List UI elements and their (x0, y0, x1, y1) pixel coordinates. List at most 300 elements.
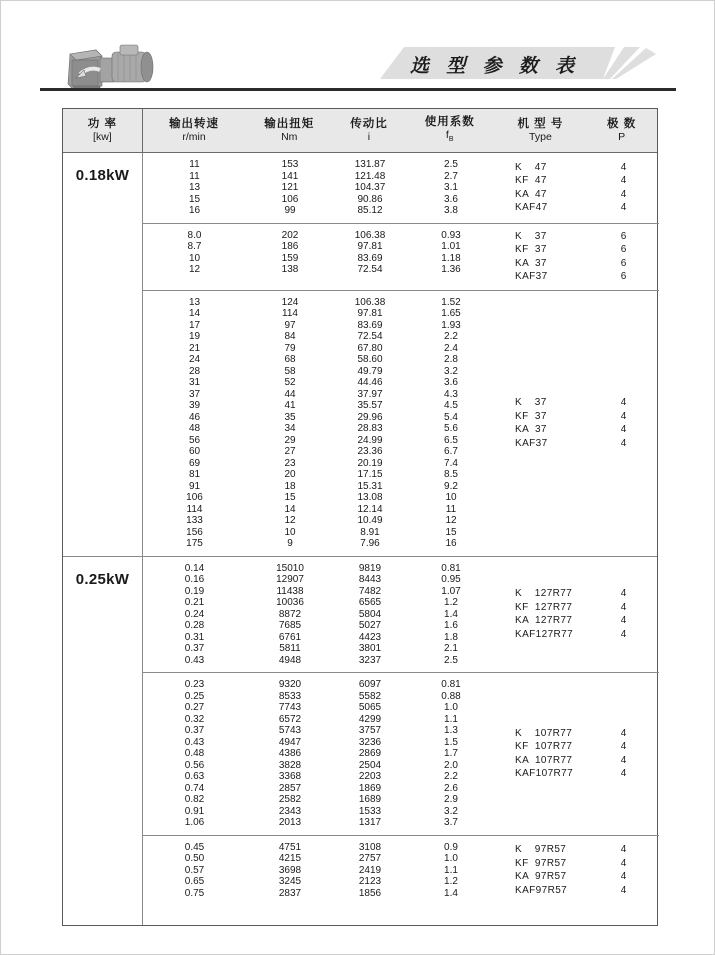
value-cell: 18 (284, 480, 296, 492)
value-cell: 11 (189, 170, 200, 182)
model-type-cell: KAF107R77 (515, 768, 574, 780)
value-cell: 9819 (358, 562, 382, 574)
value-cell: 0.88 (441, 690, 461, 702)
value-cell: 1689 (358, 794, 382, 805)
model-type-cell: KAF47 (515, 202, 548, 214)
value-cell: 2757 (358, 853, 382, 864)
service-factor-column (406, 563, 496, 667)
value-cell: 14 (284, 503, 296, 515)
speed-column (143, 230, 246, 284)
value-cell: 1.18 (441, 252, 461, 264)
value-cell: 2857 (278, 782, 302, 794)
value-cell: 7.4 (444, 457, 458, 469)
value-cell: 1.2 (444, 876, 458, 887)
value-cell: 133 (186, 515, 203, 526)
value-cell: 2419 (358, 864, 382, 876)
model-type-cell: KF 107R77 (515, 741, 573, 753)
value-cell: 3.6 (444, 377, 458, 388)
value-cell: 15.31 (357, 480, 383, 492)
table-section (143, 557, 659, 674)
speed-column (143, 679, 246, 829)
page-title-band (372, 44, 662, 82)
value-cell: 1.0 (444, 853, 458, 864)
poles-cell: 4 (620, 397, 627, 408)
value-cell: 49.79 (357, 365, 383, 377)
value-cell: 0.50 (184, 853, 205, 864)
value-cell: 0.82 (184, 794, 205, 805)
header-output-speed: 输出转速 r/min (169, 118, 220, 143)
value-cell: 24.99 (357, 434, 383, 446)
value-cell: 124 (281, 296, 299, 308)
table-section (143, 836, 659, 926)
value-cell: 1.0 (444, 702, 458, 713)
value-cell: 68 (284, 354, 296, 365)
value-cell: 11438 (276, 585, 304, 597)
service-factor-column (406, 159, 496, 217)
header-poles: 极 数 P (607, 118, 637, 143)
value-cell: 2582 (278, 794, 302, 805)
value-cell: 24 (188, 354, 201, 365)
value-cell: 8.0 (187, 229, 202, 241)
value-cell: 3.8 (444, 205, 458, 216)
model-type-cell: KF 37 (515, 410, 547, 422)
value-cell: 4.3 (444, 388, 458, 400)
value-cell: 0.95 (441, 574, 461, 585)
model-type-column (496, 679, 588, 829)
value-cell: 186 (281, 241, 299, 252)
value-cell: 0.19 (184, 585, 205, 597)
value-cell: 4215 (278, 853, 302, 864)
value-cell: 0.14 (184, 562, 205, 574)
model-type-cell: K 37 (515, 397, 547, 408)
poles-cell: 4 (620, 410, 627, 422)
torque-column (246, 159, 334, 217)
value-cell: 2343 (278, 805, 302, 817)
value-cell: 1.2 (444, 597, 458, 608)
poles-cell: 4 (620, 601, 627, 613)
model-type-cell: KA 37 (515, 424, 547, 435)
value-cell: 6761 (278, 631, 302, 643)
value-cell: 6.7 (444, 446, 458, 457)
value-cell: 0.74 (184, 782, 205, 794)
value-cell: 1.8 (444, 631, 458, 643)
value-cell: 19 (188, 331, 201, 342)
value-cell: 8533 (278, 690, 302, 702)
model-type-column (496, 230, 588, 284)
value-cell: 2.5 (444, 654, 458, 666)
value-cell: 3.1 (444, 182, 458, 193)
value-cell: 0.75 (184, 887, 205, 899)
value-cell: 138 (281, 264, 299, 275)
value-cell: 7482 (358, 585, 382, 597)
model-type-cell: KA 47 (515, 188, 547, 200)
value-cell: 106 (281, 193, 299, 205)
value-cell: 28.83 (357, 423, 383, 434)
model-type-cell: KAF37 (515, 271, 548, 282)
value-cell: 9 (287, 538, 293, 549)
value-cell: 0.25 (184, 690, 205, 702)
value-cell: 3236 (358, 736, 382, 748)
value-cell: 0.81 (441, 679, 461, 690)
poles-column (588, 159, 659, 217)
value-cell: 121 (281, 182, 299, 193)
torque-column (246, 563, 334, 667)
value-cell: 97 (284, 319, 296, 331)
value-cell: 6572 (278, 713, 302, 725)
value-cell: 7.96 (360, 538, 380, 549)
value-cell: 1.1 (444, 713, 458, 725)
value-cell: 4751 (278, 841, 302, 853)
value-cell: 3801 (358, 643, 382, 654)
value-cell: 4423 (358, 631, 382, 643)
value-cell: 0.48 (184, 748, 205, 759)
value-cell: 72.54 (357, 264, 383, 275)
value-cell: 2203 (358, 771, 382, 782)
value-cell: 1.4 (444, 887, 458, 899)
value-cell: 0.45 (184, 841, 205, 853)
value-cell: 79 (284, 342, 296, 354)
value-cell: 156 (186, 526, 203, 538)
value-cell: 0.23 (184, 679, 205, 690)
ratio-column (334, 842, 406, 900)
value-cell: 6565 (358, 597, 382, 608)
model-type-cell: KAF97R57 (515, 884, 568, 896)
value-cell: 104.37 (354, 182, 386, 193)
value-cell: 29.96 (357, 411, 383, 423)
value-cell: 3237 (358, 654, 382, 666)
table-section (143, 224, 659, 291)
value-cell: 81 (188, 469, 201, 480)
value-cell: 60 (188, 446, 201, 457)
value-cell: 2013 (278, 817, 302, 828)
value-cell: 2837 (278, 887, 302, 899)
poles-cell: 4 (620, 175, 627, 187)
value-cell: 2123 (358, 876, 382, 887)
value-cell: 84 (284, 331, 296, 342)
header-power: 功 率 [kw] (63, 109, 143, 152)
poles-cell: 4 (620, 188, 627, 200)
value-cell: 114 (186, 503, 203, 515)
value-cell: 37.97 (357, 388, 383, 400)
value-cell: 44 (284, 388, 296, 400)
value-cell: 16 (188, 205, 201, 216)
value-cell: 4948 (278, 654, 302, 666)
value-cell: 2504 (358, 759, 382, 771)
model-type-cell: KF 47 (515, 175, 547, 187)
value-cell: 141 (281, 170, 299, 182)
value-cell: 15 (188, 193, 201, 205)
value-cell: 0.27 (184, 702, 205, 713)
value-cell: 11 (189, 159, 200, 170)
value-cell: 0.91 (184, 805, 205, 817)
value-cell: 97.81 (357, 308, 383, 319)
value-cell: 3.7 (444, 817, 458, 828)
value-cell: 0.37 (184, 725, 205, 736)
service-factor-column (406, 297, 496, 550)
power-label: 0.18kW (75, 167, 130, 184)
service-factor-column (406, 842, 496, 900)
poles-cell: 6 (620, 257, 627, 269)
value-cell: 15 (284, 492, 296, 503)
value-cell: 35.57 (357, 400, 383, 411)
model-type-cell: KF 37 (515, 244, 547, 255)
table-section (143, 673, 659, 836)
value-cell: 9.2 (444, 480, 458, 492)
value-cell: 10 (284, 526, 296, 538)
value-cell: 0.81 (441, 562, 461, 574)
model-type-cell: K 107R77 (515, 727, 573, 739)
speed-column (143, 159, 246, 217)
value-cell: 13 (188, 296, 201, 308)
value-cell: 39 (188, 400, 201, 411)
value-cell: 20 (284, 469, 296, 480)
value-cell: 35 (284, 411, 296, 423)
table-header-row (63, 109, 657, 153)
value-cell: 20.19 (357, 457, 383, 469)
value-cell: 4299 (358, 713, 382, 725)
value-cell: 0.63 (184, 771, 205, 782)
value-cell: 1.07 (441, 585, 461, 597)
poles-cell: 4 (620, 437, 627, 449)
torque-column (246, 297, 334, 550)
ratio-column (334, 159, 406, 217)
value-cell: 15 (445, 526, 457, 538)
poles-cell: 4 (620, 615, 627, 627)
value-cell: 12 (188, 264, 201, 275)
value-cell: 1.3 (444, 725, 458, 736)
value-cell: 83.69 (357, 252, 383, 264)
model-type-cell: K 127R77 (515, 588, 573, 600)
value-cell: 0.32 (184, 713, 205, 725)
value-cell: 69 (188, 457, 201, 469)
value-cell: 58 (284, 365, 296, 377)
value-cell: 67.80 (357, 342, 383, 354)
model-type-column (496, 297, 588, 550)
poles-cell: 4 (620, 754, 627, 766)
value-cell: 16 (445, 538, 457, 549)
value-cell: 0.9 (444, 841, 458, 853)
service-factor-column (406, 679, 496, 829)
value-cell: 23 (284, 457, 296, 469)
value-cell: 2.2 (444, 331, 458, 342)
service-factor-column (406, 230, 496, 284)
value-cell: 0.43 (184, 654, 205, 666)
value-cell: 28 (188, 365, 201, 377)
value-cell: 14 (188, 308, 201, 319)
value-cell: 3108 (358, 841, 382, 853)
sections-column (143, 557, 659, 926)
value-cell: 0.65 (184, 876, 205, 887)
value-cell: 31 (188, 377, 201, 388)
value-cell: 83.69 (357, 319, 383, 331)
value-cell: 5582 (358, 690, 382, 702)
value-cell: 91 (188, 480, 201, 492)
ratio-column (334, 679, 406, 829)
value-cell: 17 (188, 319, 201, 331)
poles-cell: 4 (620, 202, 627, 214)
value-cell: 5065 (358, 702, 382, 713)
ratio-column (334, 230, 406, 284)
ratio-column (334, 563, 406, 667)
speed-column (143, 563, 246, 667)
value-cell: 0.16 (184, 574, 205, 585)
value-cell: 9320 (278, 679, 302, 690)
value-cell: 121.48 (354, 170, 386, 182)
value-cell: 12907 (276, 574, 304, 585)
value-cell: 10 (188, 252, 201, 264)
value-cell: 7685 (278, 620, 302, 631)
value-cell: 2.8 (444, 354, 458, 365)
value-cell: 159 (281, 252, 299, 264)
table-section (143, 153, 659, 224)
value-cell: 13.08 (357, 492, 383, 503)
value-cell: 2.1 (444, 643, 458, 654)
table-section (143, 291, 659, 556)
value-cell: 2.2 (444, 771, 458, 782)
value-cell: 5.6 (444, 423, 458, 434)
poles-cell: 4 (620, 741, 627, 753)
value-cell: 2.6 (444, 782, 458, 794)
value-cell: 131.87 (354, 159, 386, 170)
value-cell: 85.12 (357, 205, 383, 216)
torque-column (246, 679, 334, 829)
poles-cell: 6 (620, 230, 627, 242)
table-body (63, 153, 657, 925)
sections-column (143, 153, 659, 556)
value-cell: 1.6 (444, 620, 458, 631)
value-cell: 5027 (358, 620, 382, 631)
ratio-column (334, 297, 406, 550)
model-type-cell: KA 107R77 (515, 754, 573, 766)
value-cell: 2.0 (444, 759, 458, 771)
value-cell: 5811 (279, 643, 301, 654)
value-cell: 2869 (358, 748, 382, 759)
value-cell: 0.37 (184, 643, 205, 654)
model-type-cell: KA 127R77 (515, 615, 573, 627)
value-cell: 3698 (278, 864, 302, 876)
value-cell: 0.31 (184, 631, 205, 643)
value-cell: 1317 (358, 817, 382, 828)
value-cell: 56 (188, 434, 201, 446)
poles-cell: 4 (620, 768, 627, 780)
model-type-cell: KF 127R77 (515, 601, 573, 613)
value-cell: 11 (445, 503, 457, 515)
model-type-cell: KA 37 (515, 257, 547, 269)
value-cell: 6097 (358, 679, 382, 690)
value-cell: 10 (445, 492, 457, 503)
poles-cell: 4 (620, 727, 627, 739)
value-cell: 99 (284, 205, 296, 216)
model-type-cell: K 97R57 (515, 844, 567, 856)
value-cell: 5804 (358, 608, 382, 620)
torque-column (246, 842, 334, 900)
value-cell: 3.2 (444, 805, 458, 817)
model-type-column (496, 842, 588, 900)
value-cell: 8.5 (444, 469, 458, 480)
value-cell: 202 (281, 229, 299, 241)
value-cell: 5.4 (444, 411, 458, 423)
value-cell: 34 (284, 423, 296, 434)
value-cell: 1.65 (441, 308, 461, 319)
value-cell: 27 (284, 446, 296, 457)
value-cell: 4947 (278, 736, 302, 748)
value-cell: 4.5 (444, 400, 458, 411)
value-cell: 0.93 (441, 229, 461, 241)
value-cell: 3.2 (444, 365, 458, 377)
value-cell: 175 (186, 538, 203, 549)
poles-cell: 4 (620, 588, 627, 600)
power-cell (63, 557, 143, 926)
model-type-cell: K 47 (515, 161, 547, 173)
poles-cell: 6 (620, 244, 627, 255)
selection-parameter-table (62, 108, 658, 926)
poles-column (588, 230, 659, 284)
value-cell: 37 (188, 388, 201, 400)
value-cell: 2.5 (444, 159, 458, 170)
value-cell: 0.56 (184, 759, 205, 771)
header-output-torque: 输出扭矩 Nm (264, 118, 315, 143)
value-cell: 106.38 (354, 296, 386, 308)
value-cell: 7743 (278, 702, 302, 713)
value-cell: 1.7 (444, 748, 458, 759)
speed-column (143, 297, 246, 550)
model-type-cell: KAF37 (515, 437, 548, 449)
header-model-type: 机 型 号 Type (517, 118, 564, 143)
model-type-cell: KF 97R57 (515, 857, 567, 869)
value-cell: 3828 (278, 759, 302, 771)
value-cell: 8.91 (360, 526, 380, 538)
value-cell: 0.24 (184, 608, 205, 620)
value-cell: 1.4 (444, 608, 458, 620)
value-cell: 0.43 (184, 736, 205, 748)
value-cell: 1.06 (184, 817, 205, 828)
value-cell: 17.15 (357, 469, 383, 480)
poles-cell: 4 (620, 161, 627, 173)
value-cell: 1.93 (441, 319, 461, 331)
value-cell: 3368 (278, 771, 302, 782)
value-cell: 23.36 (357, 446, 383, 457)
value-cell: 21 (188, 342, 201, 354)
value-cell: 153 (281, 159, 299, 170)
value-cell: 12.14 (357, 503, 383, 515)
model-type-cell: K 37 (515, 230, 547, 242)
value-cell: 12 (445, 515, 457, 526)
value-cell: 1.5 (444, 736, 458, 748)
value-cell: 15010 (276, 562, 304, 574)
value-cell: 72.54 (357, 331, 383, 342)
value-cell: 1869 (358, 782, 382, 794)
poles-cell: 4 (620, 844, 627, 856)
value-cell: 4386 (278, 748, 302, 759)
value-cell: 10.49 (357, 515, 383, 526)
header-divider (40, 88, 676, 91)
poles-cell: 4 (620, 424, 627, 435)
value-cell: 41 (284, 400, 296, 411)
page-title: 选 型 参 数 表 (409, 56, 581, 77)
value-cell: 44.46 (357, 377, 383, 388)
value-cell: 1.36 (441, 264, 461, 275)
header-service-factor: 使用系数 $f_B$ (424, 115, 475, 144)
model-type-column (496, 563, 588, 667)
poles-cell: 6 (620, 271, 627, 282)
value-cell: 0.28 (184, 620, 205, 631)
value-cell: 8872 (278, 608, 302, 620)
torque-column (246, 230, 334, 284)
value-cell: 2.7 (444, 170, 458, 182)
value-cell: 12 (284, 515, 296, 526)
power-cell (63, 153, 143, 556)
poles-column (588, 297, 659, 550)
